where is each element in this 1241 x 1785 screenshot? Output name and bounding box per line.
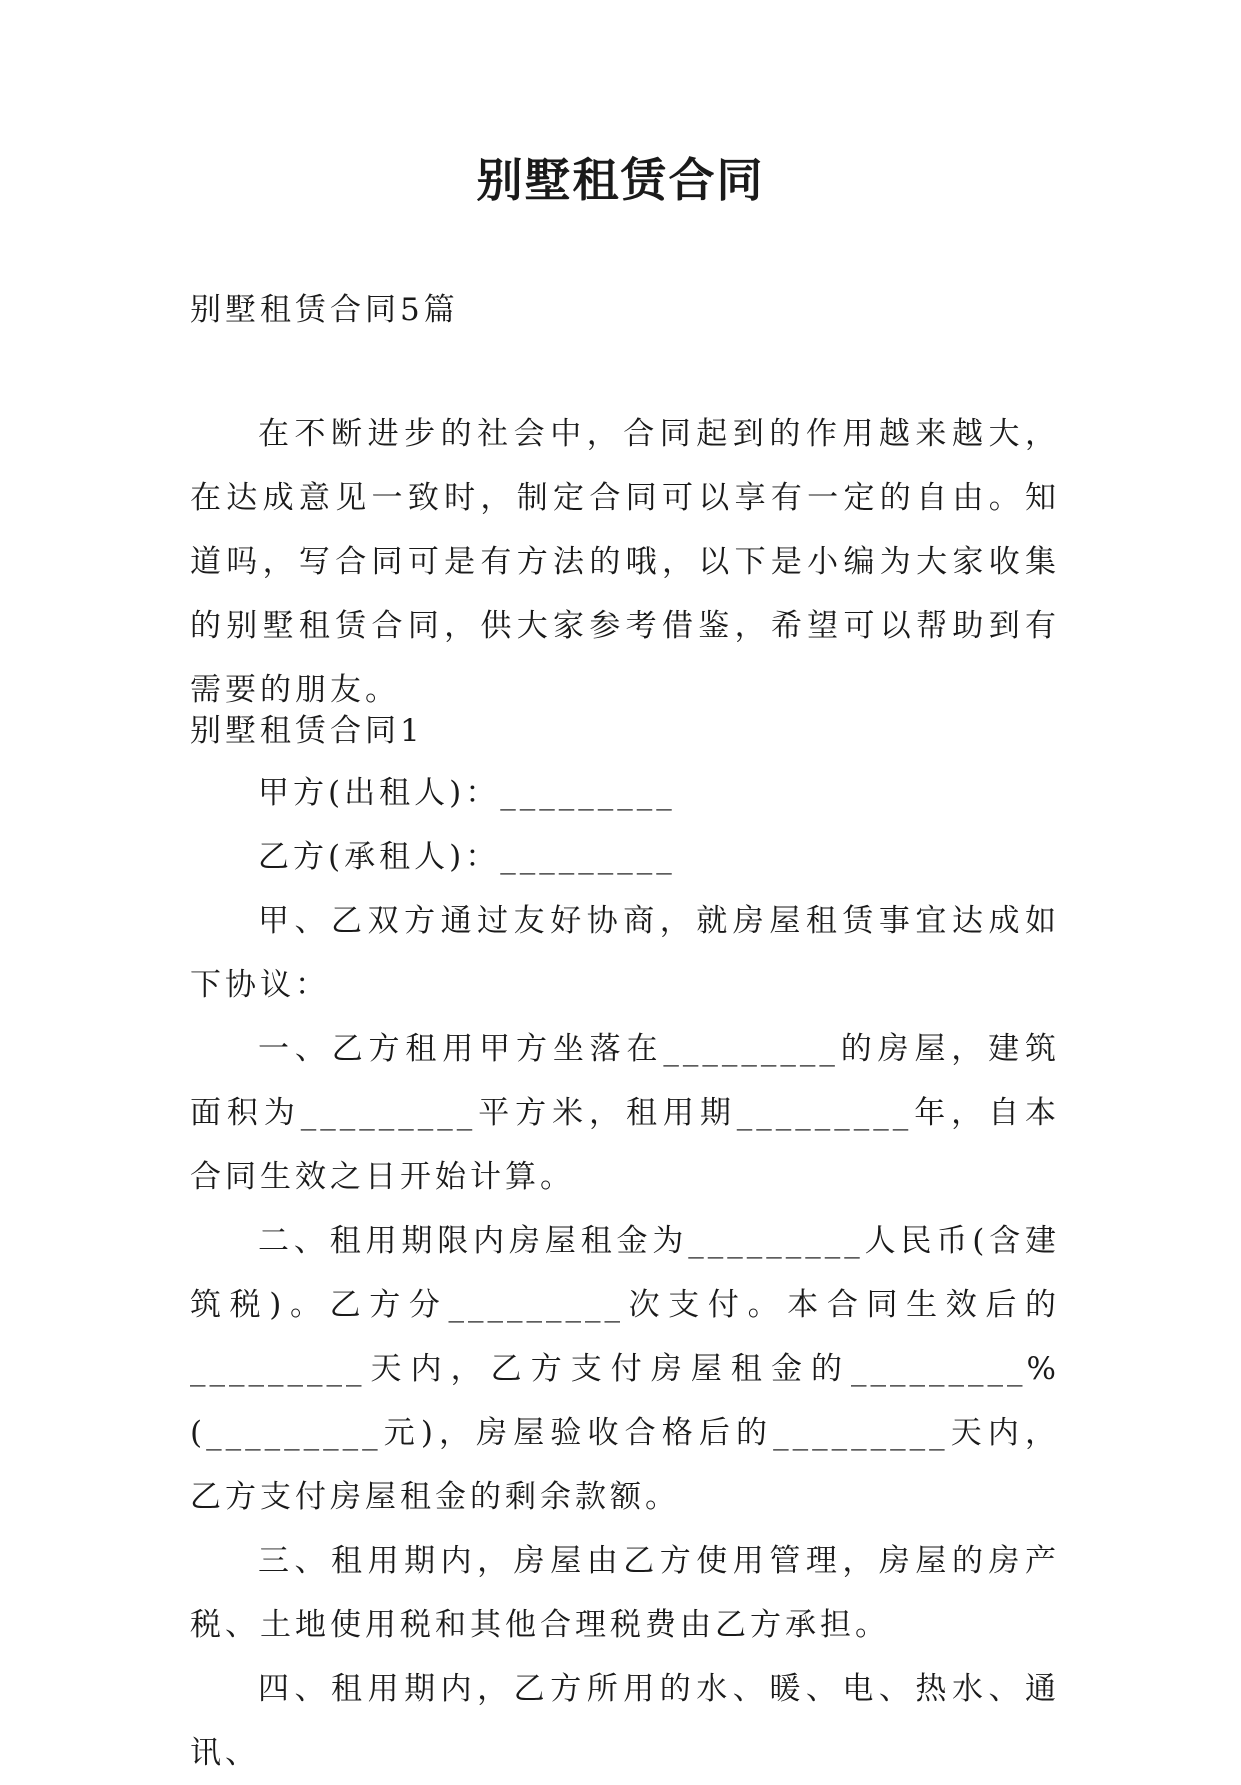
party-b-line: 乙方(承租人)：_________: [258, 839, 676, 875]
agreement-paragraph: 甲、乙双方通过友好协商，就房屋租赁事宜达成如下协议：: [190, 903, 1060, 1003]
party-a-line: 甲方(出租人)：_________: [258, 775, 676, 811]
section-heading: 别墅租赁合同1: [190, 713, 424, 749]
clause-1: 一、乙方租用甲方坐落在_________的房屋，建筑面积为_________平方米，租用期_________年，自本合同生效之日开始计算。: [190, 1031, 1060, 1195]
contract-section-1: [190, 701, 1060, 1785]
clause-3: 三、租用期内，房屋由乙方使用管理，房屋的房产税、土地使用税和其他合理税费由乙方承担。: [190, 1543, 1060, 1643]
document-subtitle: 别墅租赁合同5篇: [190, 292, 459, 328]
intro-paragraph: 在不断进步的社会中，合同起到的作用越来越大，在达成意见一致时，制定合同可以享有一定的自由。知道吗，写合同可是有方法的哦，以下是小编为大家收集的别墅租赁合同，供大家参考借鉴，希望可以帮助到有需要的朋友。: [190, 416, 1060, 708]
clause-2: 二、租用期限内房屋租金为_________人民币(含建筑税)。乙方分_________次支付。本合同生效后的_________天内，乙方支付房屋租金的_________%(_________元)，房屋验收合格后的_________天内，乙方支付房屋租金的剩余款额。: [190, 1223, 1060, 1515]
document-body: [190, 290, 1060, 1771]
clause-4: 四、租用期内，乙方所用的水、暖、电、热水、通讯、: [190, 1671, 1060, 1771]
document-title: 别墅租赁合同: [476, 153, 765, 207]
